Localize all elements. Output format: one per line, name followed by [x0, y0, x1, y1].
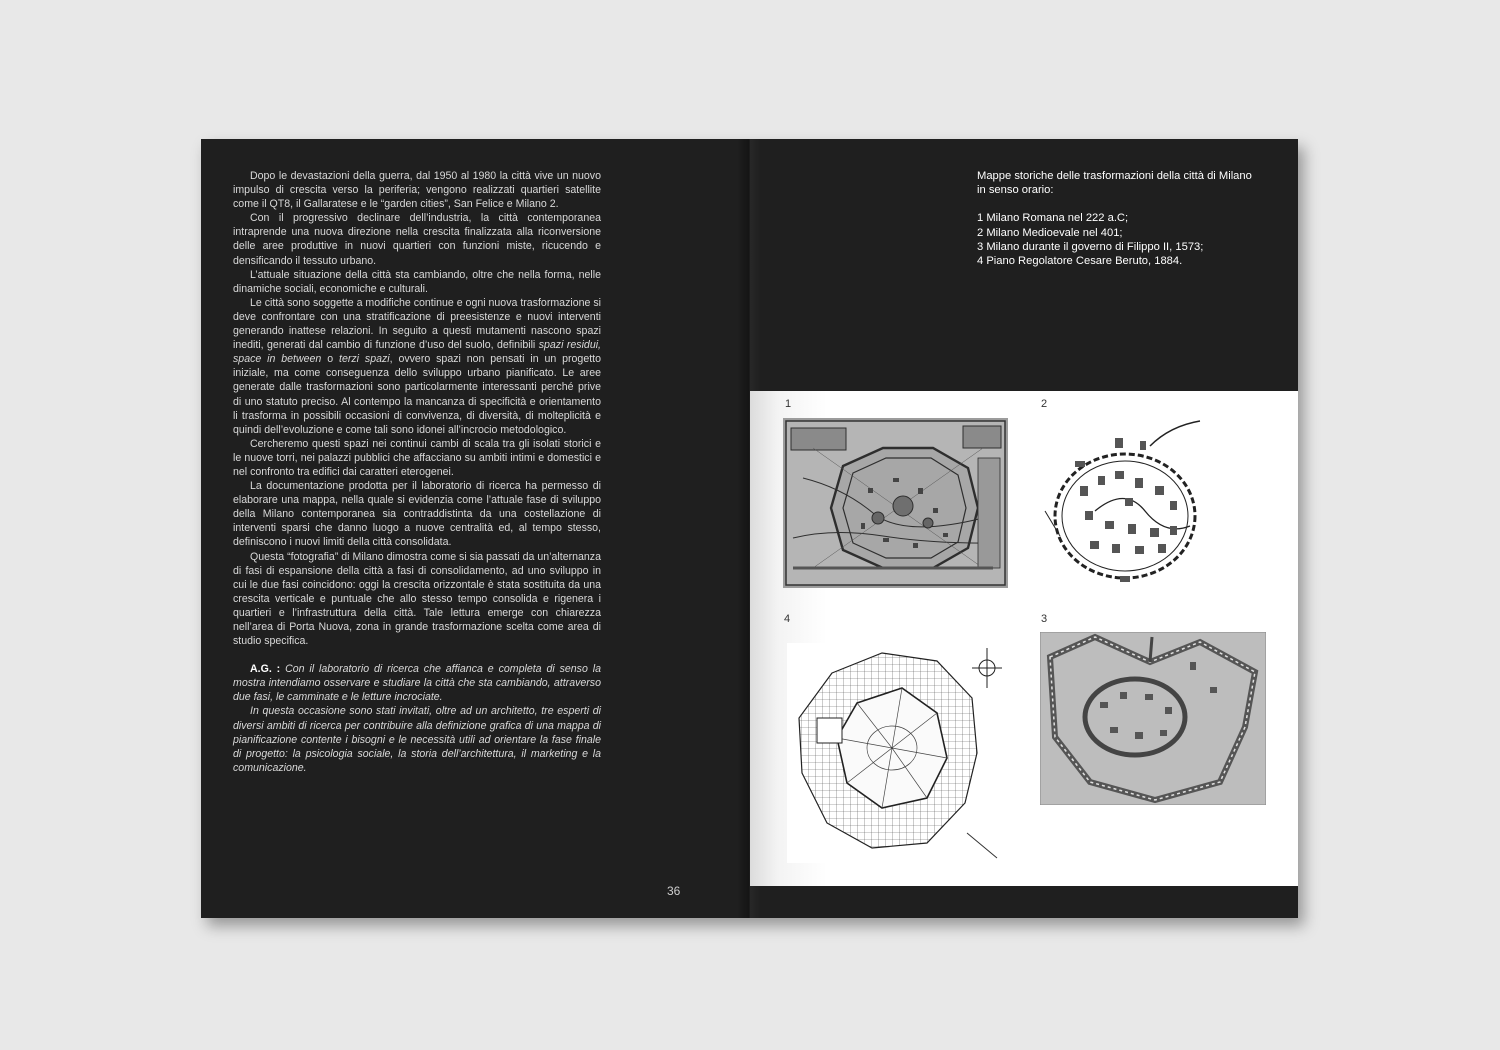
- medieval-map-drawing-icon: [1040, 416, 1220, 596]
- text-run: , ovvero spazi non pensati in un progetto iniziale, ma come conseguenza dello sviluppo urbano pianificato. Le aree generate dalle trasformazioni sono particolarmente interessanti perché prive di uno statuto preciso. Al contempo la mancanza di specificità e orientamento li trasforma in possibili occasioni di convivenza, di diversità, di molteplicità e quindi dell’evoluzione e come tali sono idonei all’incrocio metodologico.: [233, 353, 601, 436]
- map-number: 4: [784, 613, 791, 625]
- caption-title: Mappe storiche delle trasformazioni della città di Milano: [977, 170, 1252, 182]
- map-number: 3: [1041, 613, 1048, 625]
- interview-text: Con il laboratorio di ricerca che affianca e completa di senso la mostra intendiamo osservare e studiare la città che sta cambiando, attraverso due fasi, le camminate e le letture incrociate.: [233, 663, 601, 704]
- interviewer-label: A.G. :: [250, 663, 281, 676]
- map-number: 2: [1041, 398, 1048, 410]
- roman-map-engraving-icon: [783, 418, 1008, 588]
- paragraph: Con il progressivo declinare dell’industria, la città contemporanea intraprende una nuova direzione nella crescita finalizzata alla riconversione delle aree produttive in nuovi quartieri con funzioni miste, ricucendo e densificando il tessuto urbano.: [233, 212, 601, 267]
- text-run: Le città sono soggette a modifiche continue e ogni nuova trasformazione si deve confrontare con una stratificazione di preesistenze e nuovi interventi generando inattese relazioni. In seguito a questi mutamenti nascono spazi inediti, generati dal cambio di funzione d’uso del suolo, definibili: [233, 296, 601, 352]
- fortified-star-map-icon: [1040, 632, 1266, 805]
- interview-paragraph: [233, 662, 601, 704]
- page-number: 36: [667, 884, 681, 898]
- map-caption: [977, 169, 1267, 268]
- caption-item: 3 Milano durante il governo di Filippo II, 1573;: [977, 240, 1204, 253]
- paragraph: La documentazione prodotta per il laboratorio di ricerca ha permesso di elaborare una mappa, nella quale si evidenzia come l’attuale fase di sviluppo della Milano contemporanea sia contraddistinta da una costellazione di interventi sparsi che danno luogo a nuove centralità ed, al tempo stesso, definiscono i nuovi limiti della città consolidata.: [233, 480, 601, 549]
- caption-subtitle: in senso orario:: [977, 184, 1054, 197]
- paragraph: L’attuale situazione della città sta cambiando, oltre che nella forma, nelle dinamiche sociali, economiche e culturali.: [233, 268, 601, 295]
- interview-paragraph-2: In questa occasione sono stati invitati, oltre ad un architetto, tre esperti di diversi ambiti di ricerca per contribuire alla definizione grafica di una mappa di pianificazione contente i bisogni e le necessità utili ad orientare la fase finale di progetto: la psicologia sociale, la storia dell’architettura, il marketing e la comunicazione.: [233, 705, 601, 774]
- text-run: o: [321, 353, 339, 366]
- paragraph: Cercheremo questi spazi nei continui cambi di scala tra gli isolati storici e le nuove torri, nei palazzi pubblici che affacciano su ambiti intimi e domestici e nel confronto tra edifici dai caratteri eterogenei.: [233, 437, 601, 478]
- paragraph: [233, 296, 601, 437]
- book-spread: [201, 139, 1298, 918]
- caption-item: 4 Piano Regolatore Cesare Beruto, 1884.: [977, 255, 1183, 268]
- paragraph: Questa “fotografia” di Milano dimostra come si sia passati da un’alternanza di fasi di espansione della città a fasi di consolidamento, ad uno sviluppo in cui le due fasi coincidono: oggi la crescita orizzontale è stata sostituita da una crescita verticale e puntuale che allo stesso tempo consolida e rigenera i quartieri e l’infrastruttura della città. Tale lettura emerge con chiarezza nell’area di Porta Nuova, zona in grande trasformazione scelta come area di studio specifica.: [233, 550, 601, 648]
- map-number: 1: [785, 398, 792, 410]
- italic-run: terzi spazi: [339, 353, 390, 366]
- beruto-plan-map-icon: [787, 643, 1005, 863]
- caption-item: 2 Milano Medioevale nel 401;: [977, 226, 1123, 239]
- caption-item: 1 Milano Romana nel 222 a.C;: [977, 212, 1129, 225]
- italic-run: spazi residui, space in between: [233, 339, 602, 366]
- left-page-text: [233, 169, 601, 775]
- maps-plate: [750, 391, 1298, 886]
- paragraph: Dopo le devastazioni della guerra, dal 1950 al 1980 la città vive un nuovo impulso di crescita verso la periferia; vengono realizzati quartieri satellite come il QT8, il Gallaratese e le “garden cities”, San Felice e Milano 2.: [233, 170, 601, 211]
